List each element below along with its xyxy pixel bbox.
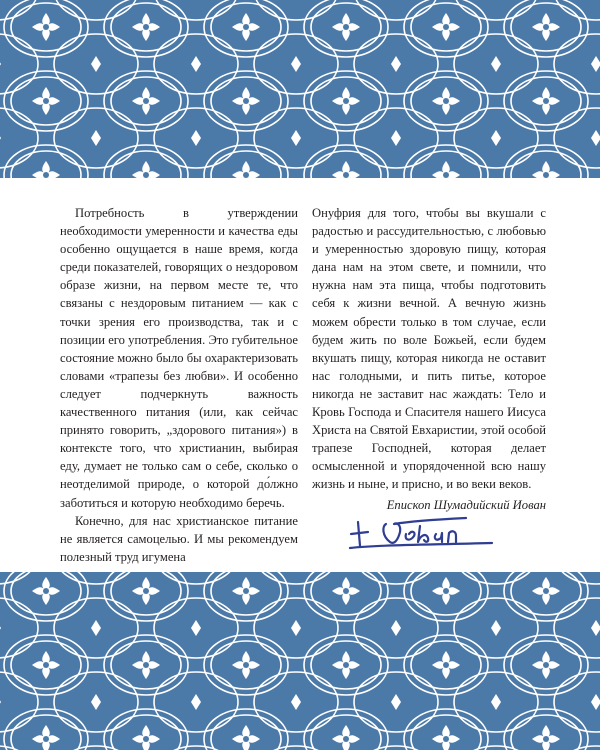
- paragraph: Потребность в утверждении необходимости умеренности и качества еды особенно ощущается в наше время, когда среди показателей, говорящих о нездоровом образе жизни, на первом месте те, что связаны с нездоровым питанием — как с точки зрения его производства, так и с позиции его употребления. Это губительное состояние можно было бы охарактеризовать словами «трапезы без любви». И особенно следует подчеркнуть важность качественного питания (или, как сейчас принято говорить, „здорового питания») в контексте того, что христианин, выбирая еду, думает не только сам о себе, сколько о неотделимой природе, о которой до́лжно заботиться и которую необходимо беречь.: [60, 206, 298, 510]
- ornament-pattern-icon: [0, 0, 600, 178]
- ornament-pattern-icon: [0, 572, 600, 750]
- top-ornament-band: [0, 0, 600, 178]
- left-text-column: [60, 204, 298, 566]
- author-name: Епископ Шумадийский Иован: [386, 498, 546, 512]
- signature-icon: [346, 512, 496, 552]
- bottom-ornament-band: [0, 572, 600, 750]
- signature-block: [346, 512, 496, 556]
- right-text-column: [312, 204, 546, 494]
- paragraph: Онуфрия для того, чтобы вы вкушали с радостью и рассудительностью, с любовью и умеренностью здоровую пищу, которая дана нам на этом свете, и помнили, что нужна нам эта пища, чтобы подготовить себя к жизни вечной. А вечную жизнь можем обрести только в том случае, если будем жить по воле Божьей, если будем вкушать пищу, которая никогда не оставит нас голодными, и пить питье, которое никогда не заставит нас жаждать: Тело и Кровь Господа и Спасителя нашего Иисуса Христа на Святой Евхаристии, этой особой трапезе Господней, которая делает осмысленной и упорядоченной всю нашу жизнь и ныне, и присно, и во веки веков.: [312, 206, 546, 492]
- paragraph: Конечно, для нас христианское питание не является самоцелью. И мы рекомендуем полезный труд игумена: [60, 513, 298, 564]
